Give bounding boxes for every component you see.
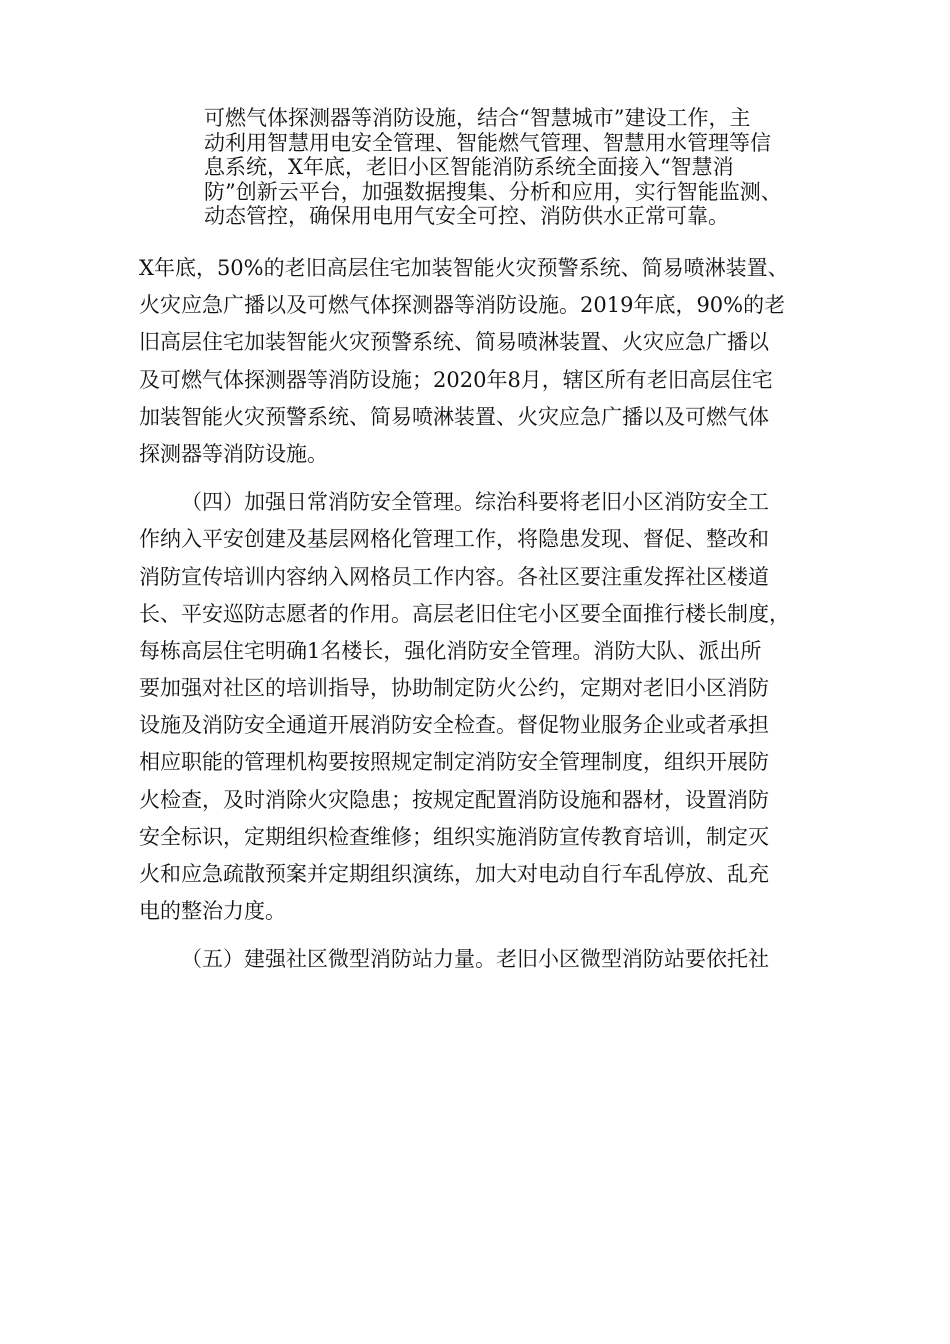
text-line: 要加强对社区的培训指导，协助制定防火公约，定期对老旧小区消防 bbox=[139, 676, 769, 701]
text-line: （四）加强日常消防安全管理。综治科要将老旧小区消防安全工 bbox=[181, 490, 769, 515]
text-line: 防”创新云平台，加强数据搜集、分析和应用，实行智能监测、 bbox=[204, 179, 782, 204]
text-line: 电的整治力度。 bbox=[139, 899, 286, 924]
text-line: 消防宣传培训内容纳入网格员工作内容。各社区要注重发挥社区楼道 bbox=[139, 564, 769, 589]
text-line: 加装智能火灾预警系统、简易喷淋装置、火灾应急广播以及可燃气体 bbox=[139, 404, 769, 429]
body-text bbox=[139, 250, 839, 979]
text-line: 火检查，及时消除火灾隐患；按规定配置消防设施和器材，设置消防 bbox=[139, 787, 769, 812]
text-line: （五）建强社区微型消防站力量。老旧小区微型消防站要依托社 bbox=[181, 947, 769, 972]
text-line: 安全标识，定期组织检查维修；组织实施消防宣传教育培训，制定灭 bbox=[139, 824, 769, 849]
paragraph-targets bbox=[139, 250, 839, 473]
indented-quote-block bbox=[204, 106, 844, 229]
text-line: 旧高层住宅加装智能火灾预警系统、简易喷淋装置、火灾应急广播以 bbox=[139, 330, 769, 355]
text-line: 火灾应急广播以及可燃气体探测器等消防设施。2019年底，90%的老 bbox=[139, 293, 786, 318]
paragraph-fire-safety-management bbox=[139, 484, 839, 930]
text-line: 相应职能的管理机构要按照规定制定消防安全管理制度，组织开展防 bbox=[139, 750, 769, 775]
text-line: 设施及消防安全通道开展消防安全检查。督促物业服务企业或者承担 bbox=[139, 713, 769, 738]
text-line: 可燃气体探测器等消防设施，结合“智慧城市”建设工作，主 bbox=[204, 106, 751, 130]
text-line: 及可燃气体探测器等消防设施；2020年8月，辖区所有老旧高层住宅 bbox=[139, 367, 773, 392]
text-line: 长、平安巡防志愿者的作用。高层老旧住宅小区要全面推行楼长制度， bbox=[139, 601, 790, 626]
text-line: 每栋高层住宅明确1名楼长，强化消防安全管理。消防大队、派出所 bbox=[139, 638, 762, 663]
paragraph-micro-fire-station bbox=[139, 941, 839, 978]
text-line: 息系统，X年底，老旧小区智能消防系统全面接入“智慧消 bbox=[204, 155, 734, 179]
text-line: 作纳入平安创建及基层网格化管理工作，将隐患发现、督促、整改和 bbox=[139, 527, 769, 552]
text-line: 动利用智慧用电安全管理、智能燃气管理、智慧用水管理等信 bbox=[204, 130, 771, 155]
text-line: 火和应急疏散预案并定期组织演练，加大对电动自行车乱停放、乱充 bbox=[139, 862, 769, 886]
text-line: X年底，50%的老旧高层住宅加装智能火灾预警系统、简易喷淋装置、 bbox=[139, 256, 789, 280]
text-line: 探测器等消防设施。 bbox=[139, 441, 328, 466]
text-line: 动态管控，确保用电用气安全可控、消防供水正常可靠。 bbox=[204, 204, 729, 228]
